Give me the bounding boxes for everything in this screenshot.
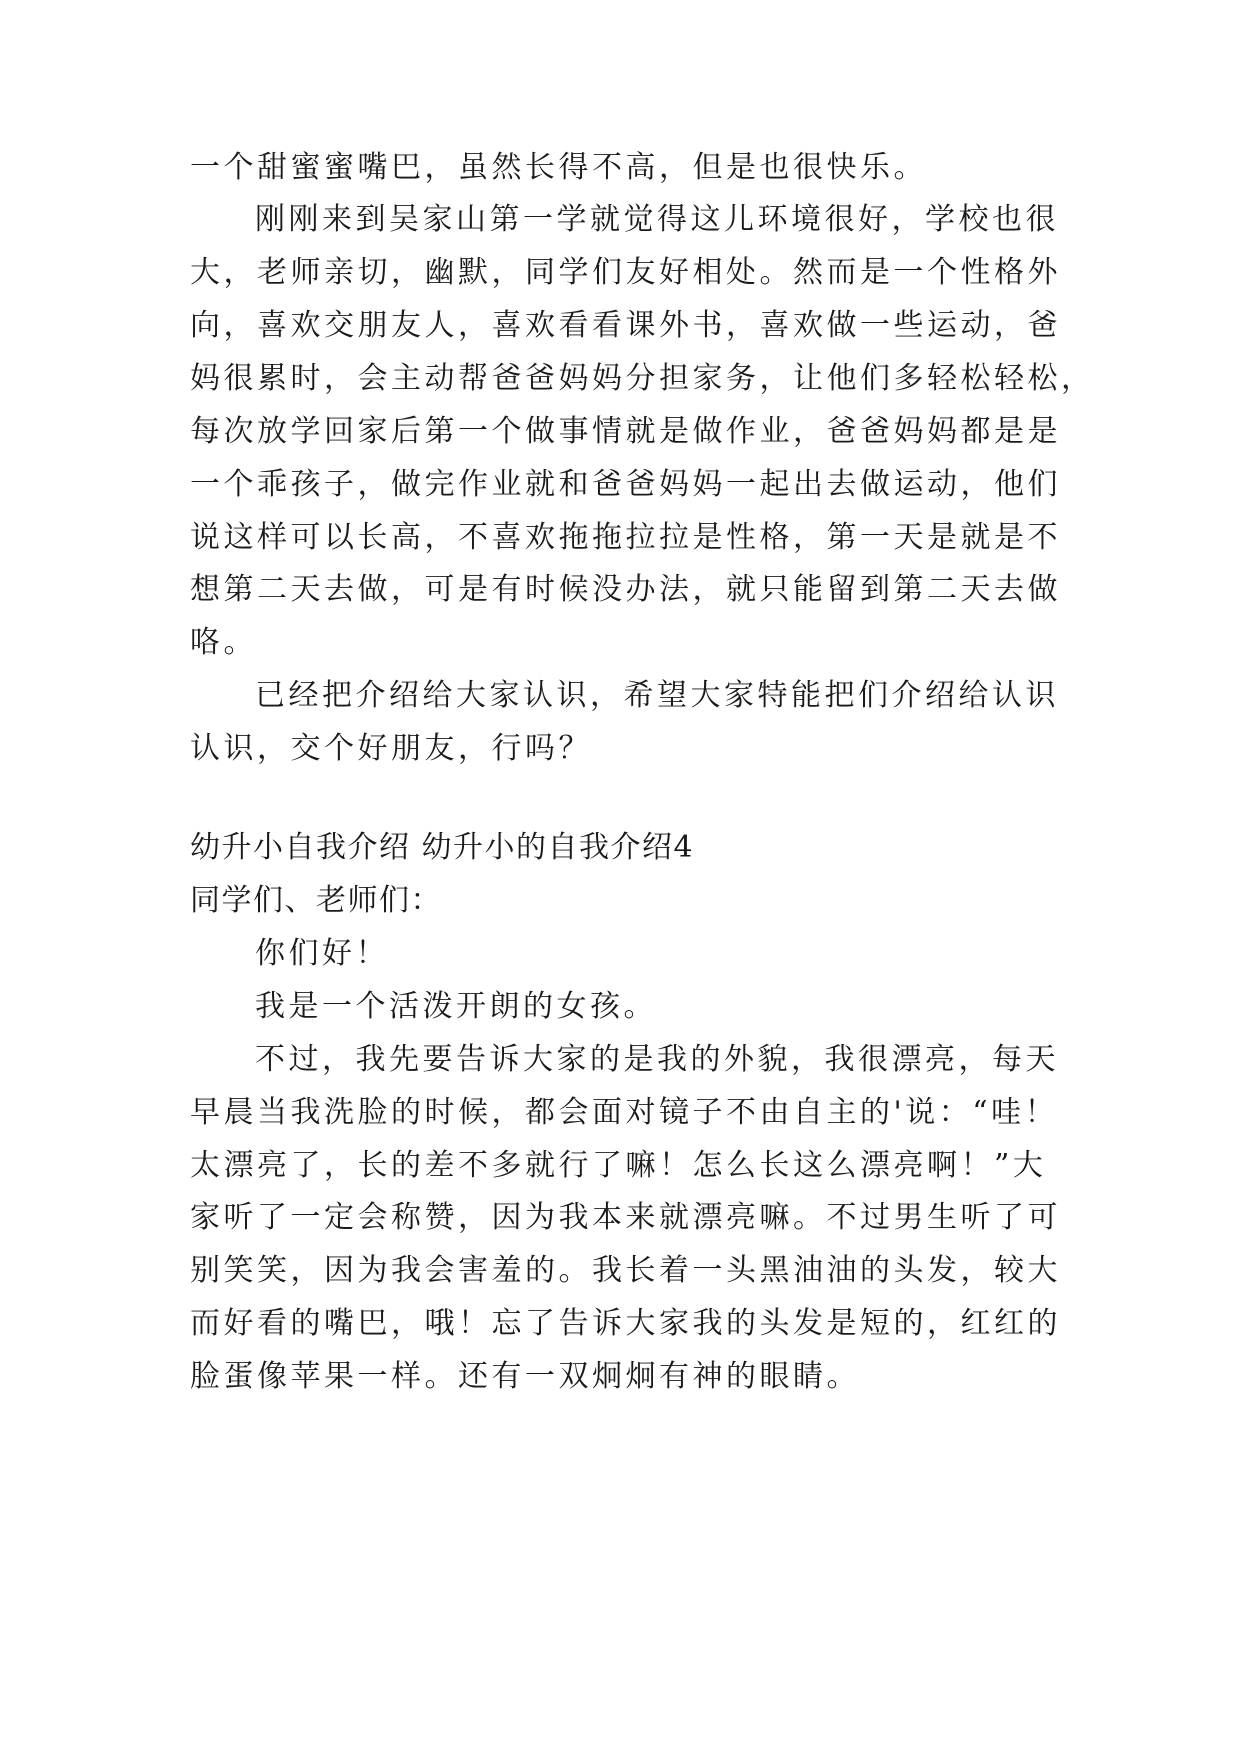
- paragraph-line: 大，老师亲切，幽默，同学们友好相处。然而是一个性格外: [190, 255, 1061, 290]
- paragraph-line: 说这样可以长高，不喜欢拖拖拉拉是性格，第一天是就是不: [190, 520, 1061, 555]
- salutation: 同学们、老师们：: [190, 883, 442, 918]
- paragraph-line: 咯。: [190, 625, 257, 660]
- intro-line: 我是一个活泼开朗的女孩。: [255, 989, 657, 1024]
- paragraph-line: 向，喜欢交朋友人，喜欢看看课外书，喜欢做一些运动，爸: [190, 308, 1061, 343]
- paragraph-line: 脸蛋像苹果一样。还有一双炯炯有神的眼睛。: [190, 1359, 860, 1394]
- paragraph-line: 早晨当我洗脸的时候，都会面对镜子不由自主的'说：“哇！: [190, 1095, 1059, 1130]
- paragraph-line: 每次放学回家后第一个做事情就是做作业，爸爸妈妈都是是: [190, 414, 1061, 449]
- paragraph-line: 认识，交个好朋友，行吗？: [190, 731, 592, 766]
- paragraph-line: 已经把介绍给大家认识，希望大家特能把们介绍给认识: [255, 678, 1059, 713]
- greeting: 你们好！: [255, 936, 389, 971]
- paragraph-line: 一个甜蜜蜜嘴巴，虽然长得不高，但是也很快乐。: [190, 150, 927, 185]
- paragraph-line: 别笑笑，因为我会害羞的。我长着一头黑油油的头发，较大: [190, 1253, 1061, 1288]
- paragraph-line: 刚刚来到吴家山第一学就觉得这儿环境很好，学校也很: [255, 202, 1059, 237]
- paragraph-line: 想第二天去做，可是有时候没办法，就只能留到第二天去做: [190, 572, 1061, 607]
- paragraph-line: 不过，我先要告诉大家的是我的外貌，我很漂亮，每天: [255, 1042, 1059, 1077]
- paragraph-line: 家听了一定会称赞，因为我本来就漂亮嘛。不过男生听了可: [190, 1200, 1061, 1235]
- paragraph-line: 太漂亮了，长的差不多就行了嘛！怎么长这么漂亮啊！”大: [190, 1148, 1047, 1183]
- section-heading: 幼升小自我介绍 幼升小的自我介绍4: [190, 830, 695, 865]
- paragraph-line: 一个乖孩子，做完作业就和爸爸妈妈一起出去做运动，他们: [190, 467, 1061, 502]
- paragraph-line: 妈很累时，会主动帮爸爸妈妈分担家务，让他们多轻松轻松，: [190, 361, 1095, 396]
- paragraph-line: 而好看的嘴巴，哦！忘了告诉大家我的头发是短的，红红的: [190, 1306, 1061, 1341]
